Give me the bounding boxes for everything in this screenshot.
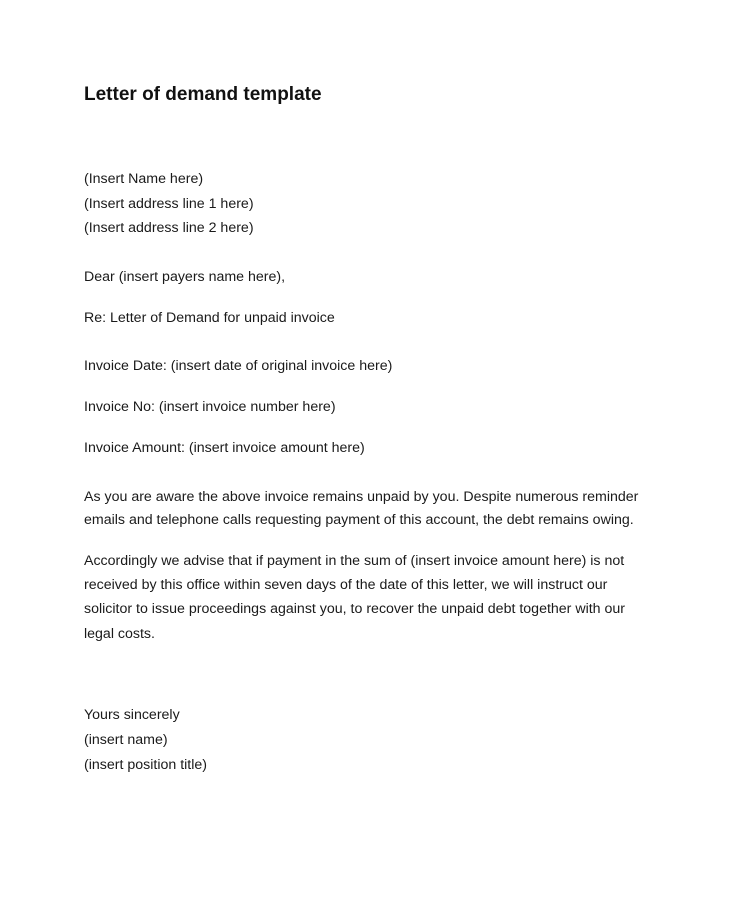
valediction: Yours sincerely [84,707,180,723]
recipient-address-line-2: (Insert address line 2 here) [84,220,254,236]
body-line: legal costs. [84,626,155,642]
body-line: solicitor to issue proceedings against you, to recover the unpaid debt together with our [84,601,626,617]
invoice-amount: Invoice Amount: (insert invoice amount here) [84,440,365,456]
invoice-date: Invoice Date: (insert date of original invoice here) [84,358,393,374]
signer-position: (insert position title) [84,757,208,773]
body-line: received by this office within seven days of the date of this letter, we will instruct our [84,577,608,593]
document-title: Letter of demand template [84,84,322,105]
signer-name: (insert name) [84,732,168,748]
recipient-name: (Insert Name here) [84,171,204,187]
salutation: Dear (insert payers name here), [84,269,286,285]
body-line: As you are aware the above invoice remains unpaid by you. Despite numerous reminder [84,489,639,505]
subject-line: Re: Letter of Demand for unpaid invoice [84,310,335,326]
invoice-number: Invoice No: (insert invoice number here) [84,399,336,415]
recipient-address-line-1: (Insert address line 1 here) [84,196,254,212]
body-line: Accordingly we advise that if payment in the sum of (insert invoice amount here) is not [84,553,625,569]
body-line: emails and telephone calls requesting payment of this account, the debt remains owing. [84,512,634,528]
